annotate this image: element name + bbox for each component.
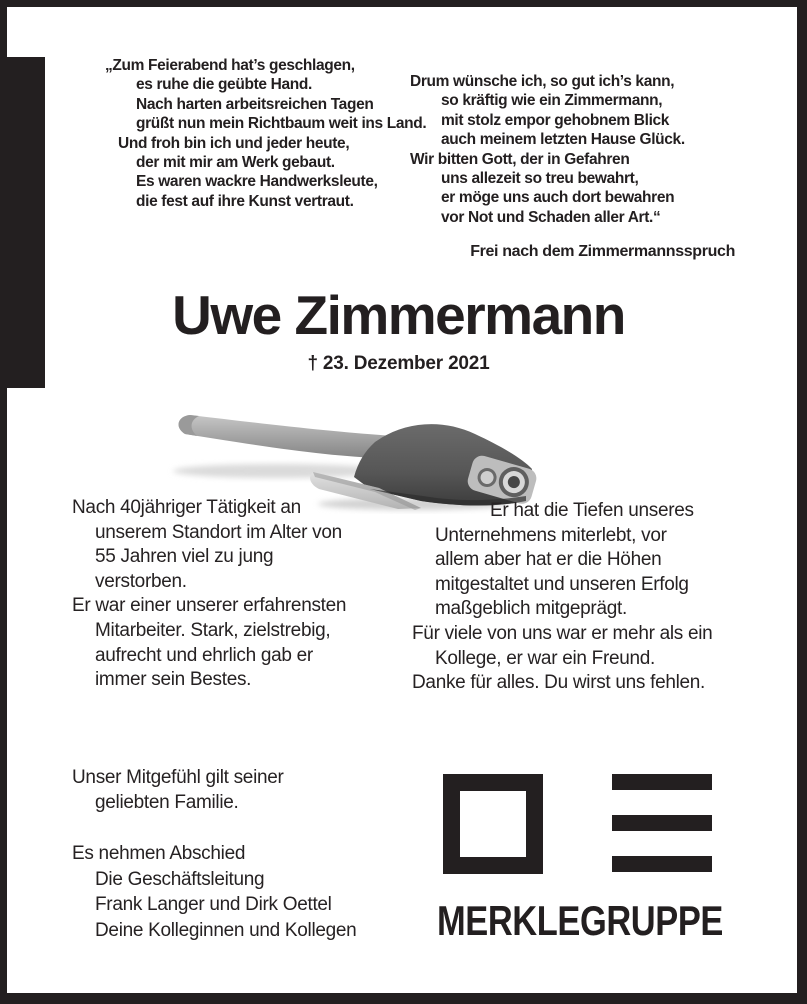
poem-line: Nach harten arbeitsreichen Tagen <box>136 95 374 113</box>
tribute-line: Danke für alles. Du wirst uns fehlen. <box>412 672 706 694</box>
tribute-line: aufrecht und ehrlich gab er <box>95 644 313 666</box>
logo-bar <box>612 774 712 790</box>
condolence-line: geliebten Familie. <box>95 791 239 813</box>
condolence-block <box>72 766 284 815</box>
farewell-line: Frank Langer und Dirk Oettel <box>95 894 332 916</box>
tribute-line: Mitarbeiter. Stark, zielstrebig, <box>95 619 331 641</box>
farewell-line: Die Geschäftsleitung <box>95 868 265 890</box>
farewell-line: Es nehmen Abschied <box>72 843 246 864</box>
logo-bar <box>612 815 712 831</box>
frame-top-border <box>0 0 807 7</box>
poem-line: Es waren wackre Handwerksleute, <box>136 173 378 191</box>
poem-line: Wir bitten Gott, der in Gefahren <box>410 150 630 168</box>
poem-attribution: Frei nach dem Zimmermannsspruch <box>470 243 735 260</box>
tribute-line: mitgestaltet und unseren Erfolg <box>435 573 689 595</box>
company-logo-wordmark: MERKLEGRUPPE <box>437 897 723 944</box>
tribute-line: unserem Standort im Alter von <box>95 521 342 543</box>
deceased-name: Uwe Zimmermann <box>172 284 625 346</box>
poem-line: Drum wünsche ich, so gut ich’s kann, <box>410 73 675 90</box>
poem-line: „Zum Feierabend hat’s geschlagen, <box>105 57 355 74</box>
tribute-line: Unternehmens miterlebt, vor <box>435 524 667 546</box>
company-logo-bars-icon <box>612 774 712 872</box>
tribute-line: immer sein Bestes. <box>95 669 252 691</box>
poem-line: Und froh bin ich und jeder heute, <box>118 134 350 152</box>
tribute-line: Er war einer unserer erfahrensten <box>72 595 347 617</box>
tribute-line: Für viele von uns war er mehr als ein <box>412 622 713 644</box>
poem-line: der mit mir am Werk gebaut. <box>136 154 335 172</box>
frame-right-border <box>797 0 807 1004</box>
logo-bar <box>612 856 712 872</box>
poem-line: er möge uns auch dort bewahren <box>441 189 675 207</box>
poem-right-column <box>410 72 685 227</box>
tribute-line: verstorben. <box>95 570 187 592</box>
company-logo-square-icon <box>443 774 543 874</box>
farewell-line: Deine Kolleginnen und Kollegen <box>95 919 357 941</box>
photo-shadow <box>173 464 383 478</box>
tribute-right-column <box>412 499 712 696</box>
frame-bottom-border <box>0 993 807 1004</box>
farewell-block <box>72 841 356 943</box>
tribute-line: maßgeblich mitgeprägt. <box>435 598 627 620</box>
tribute-line: allem aber hat er die Höhen <box>435 549 662 571</box>
tribute-line: Er hat die Tiefen unseres <box>490 500 694 521</box>
poem-line: es ruhe die geübte Hand. <box>136 76 312 94</box>
poem-line: so kräftig wie ein Zimmermann, <box>441 92 663 110</box>
poem-line: grüßt nun mein Richtbaum weit ins Land. <box>136 115 427 133</box>
tribute-left-column <box>72 496 346 693</box>
tribute-line: Kollege, er war ein Freund. <box>435 647 656 669</box>
death-date: † 23. Dezember 2021 <box>307 353 490 374</box>
poem-line: vor Not und Schaden aller Art.“ <box>441 208 661 226</box>
poem-line: die fest auf ihre Kunst vertraut. <box>136 192 354 210</box>
poem-line: uns allezeit so treu bewahrt, <box>441 170 639 188</box>
tribute-line: 55 Jahren viel zu jung <box>95 546 274 568</box>
poem-left-column <box>105 56 426 211</box>
condolence-line: Unser Mitgefühl gilt seiner <box>72 767 284 788</box>
tribute-line: Nach 40jähriger Tätigkeit an <box>72 497 301 518</box>
hatchet-handle <box>179 415 397 458</box>
poem-line: auch meinem letzten Hause Glück. <box>441 131 685 149</box>
poem-line: mit stolz empor gehobnem Blick <box>441 111 670 129</box>
